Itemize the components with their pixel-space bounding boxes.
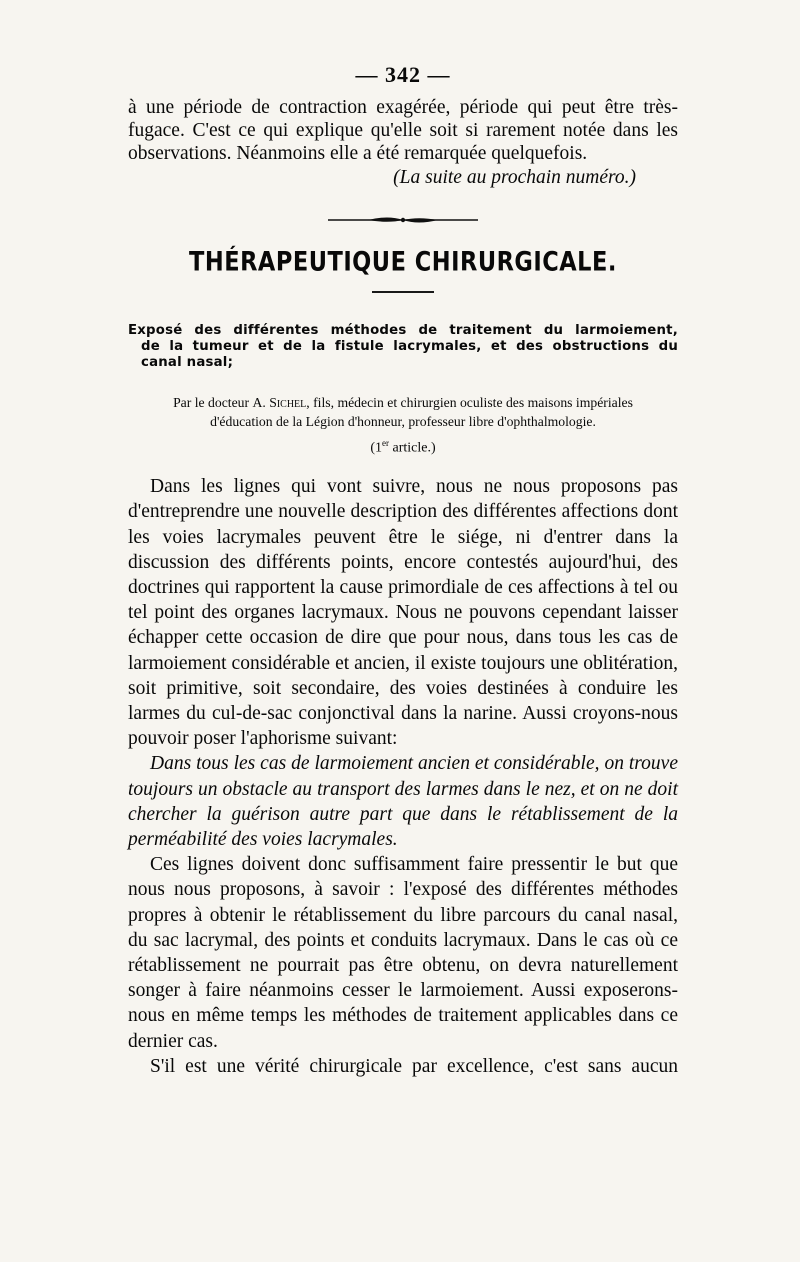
body-paragraph: S'il est une vérité chirurgicale par excellence, c'est sans aucun xyxy=(150,1055,678,1077)
article-title-line: Exposé des différentes méthodes de traitement du larmoiement, xyxy=(128,322,678,338)
byline-rest: , fils, médecin et chirurgien oculiste des maisons impériales xyxy=(306,394,633,410)
text-column xyxy=(128,62,678,1079)
tail-line: à une période de contraction exagérée, période qui peut être très- xyxy=(128,97,678,118)
aphorism-paragraph: Dans tous les cas de larmoiement ancien et considérable, on trouve toujours un obstacle au transport des larmes dans le nez, et on ne doit chercher la guérison autre part que dans le rétablissement de la perméabilité des voies lacrymales. xyxy=(128,753,678,850)
tail-line: fugace. C'est ce qui explique qu'elle soit si rarement notée dans les xyxy=(128,120,678,141)
section-title: THÉRAPEUTIQUE CHIRURGICALE. xyxy=(189,246,617,278)
byline-affiliation: d'éducation de la Légion d'honneur, professeur libre d'ophthalmologie. xyxy=(210,413,596,429)
article-title-line: de la tumeur et de la fistule lacrymales, et des obstructions du xyxy=(141,338,678,354)
byline-prefix: Par le docteur xyxy=(173,394,253,410)
article-number-post: article.) xyxy=(389,440,436,456)
divider-ornament-icon xyxy=(328,215,478,225)
continued-note: (La suite au prochain numéro.) xyxy=(393,167,636,188)
article-number xyxy=(128,438,678,457)
article-number-pre: (1 xyxy=(370,440,383,456)
ornamental-divider xyxy=(128,215,678,225)
tail-line: observations. Néanmoins elle a été remarquée quelquefois. xyxy=(128,143,588,164)
byline xyxy=(128,393,678,431)
article-number-sup: er xyxy=(382,437,390,448)
article-body xyxy=(128,474,678,1079)
body-paragraph: Ces lignes doivent donc suffisamment faire pressentir le but que nous nous proposons, à savoir : l'exposé des différentes méthodes propres à obtenir le rétablissement du libre parcours du canal nasal, du sac lacrymal, des points et conduits lacrymaux. Dans le cas où ce rétablissement ne pourrait pas être obtenu, on devra naturellement songer à faire néanmoins cesser le larmoiement. Aussi exposerons-nous en même temps les méthodes de traitement applicables dans ce dernier cas. xyxy=(128,854,678,1052)
previous-article-text xyxy=(128,96,678,165)
title-rule xyxy=(372,291,434,293)
body-paragraph: Dans les lignes qui vont suivre, nous ne nous proposons pas d'entreprendre une nouvelle description des différentes affections dont les voies lacrymales peuvent être le siége, ni d'entrer dans la discussion des différents points, encore contestés aujourd'hui, des doctrines qui rapportent la cause primordiale de ces affections à tel ou tel point des organes lacrymaux. Nous ne pouvons cependant laisser échapper cette occasion de dire que pour nous, dans tous les cas de larmoiement considérable et ancien, il existe toujours une oblitération, soit primitive, soit secondaire, des voies destinées à conduire les larmes du cul-de-sac conjonctival dans la narine. Aussi croyons-nous pouvoir poser l'aphorisme suivant: xyxy=(128,476,678,750)
previous-article-tail xyxy=(128,96,678,189)
article-title-line: canal nasal; xyxy=(141,354,234,370)
article-title xyxy=(128,323,678,371)
page-number: — 342 — xyxy=(355,62,451,87)
author-name: A. Sichel xyxy=(252,394,307,410)
